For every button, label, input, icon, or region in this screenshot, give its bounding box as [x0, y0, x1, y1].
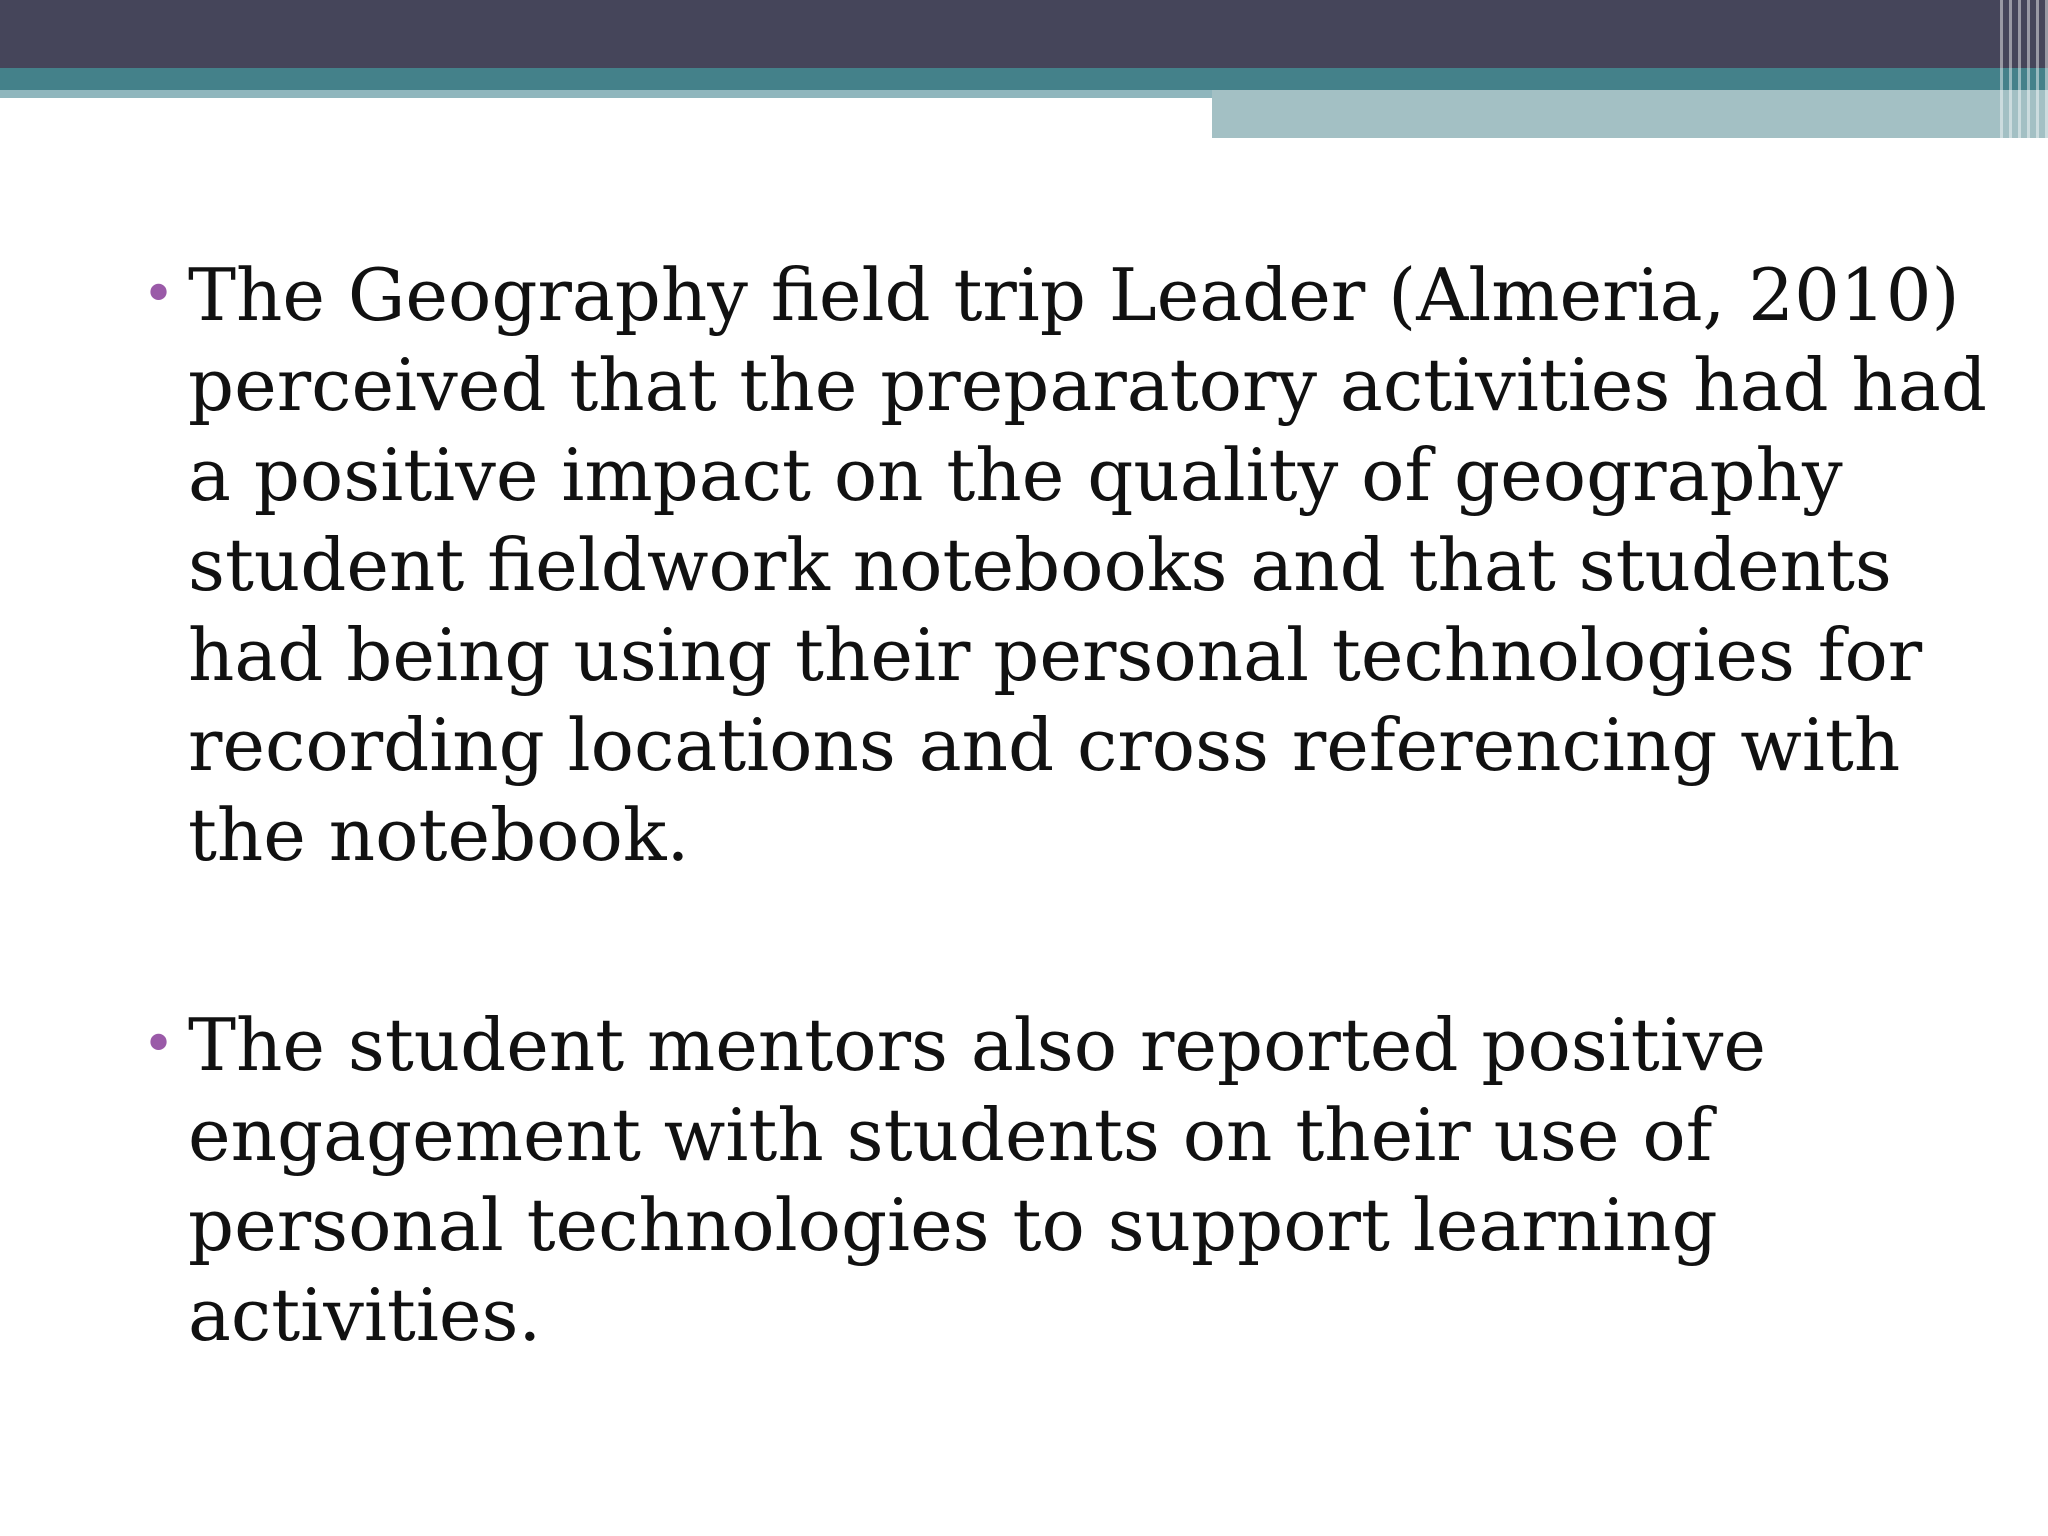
header-band-pale — [1212, 90, 2048, 138]
header-band-teal — [0, 68, 2048, 90]
header-edge-stripes — [1994, 0, 2048, 138]
bullet-icon: • — [142, 1012, 176, 1077]
bullet-icon: • — [142, 262, 176, 327]
bullet-text: The Geography field trip Leader (Almeria, 2010) perceived that the preparatory activities had had a positive impact on the quality of geography student fieldwork notebooks and that students had being using their personal technologies for recording locations and cross referencing with the notebook. — [188, 253, 1987, 877]
header-band-dark — [0, 0, 2048, 68]
bullet-item — [130, 1000, 1990, 1360]
bullet-text: The student mentors also reported positive engagement with students on their use of personal technologies to support learning activities. — [188, 1003, 1767, 1357]
bullet-list — [130, 250, 1990, 1480]
bullet-item — [130, 250, 1990, 880]
header-band-teal-light — [0, 90, 1212, 98]
